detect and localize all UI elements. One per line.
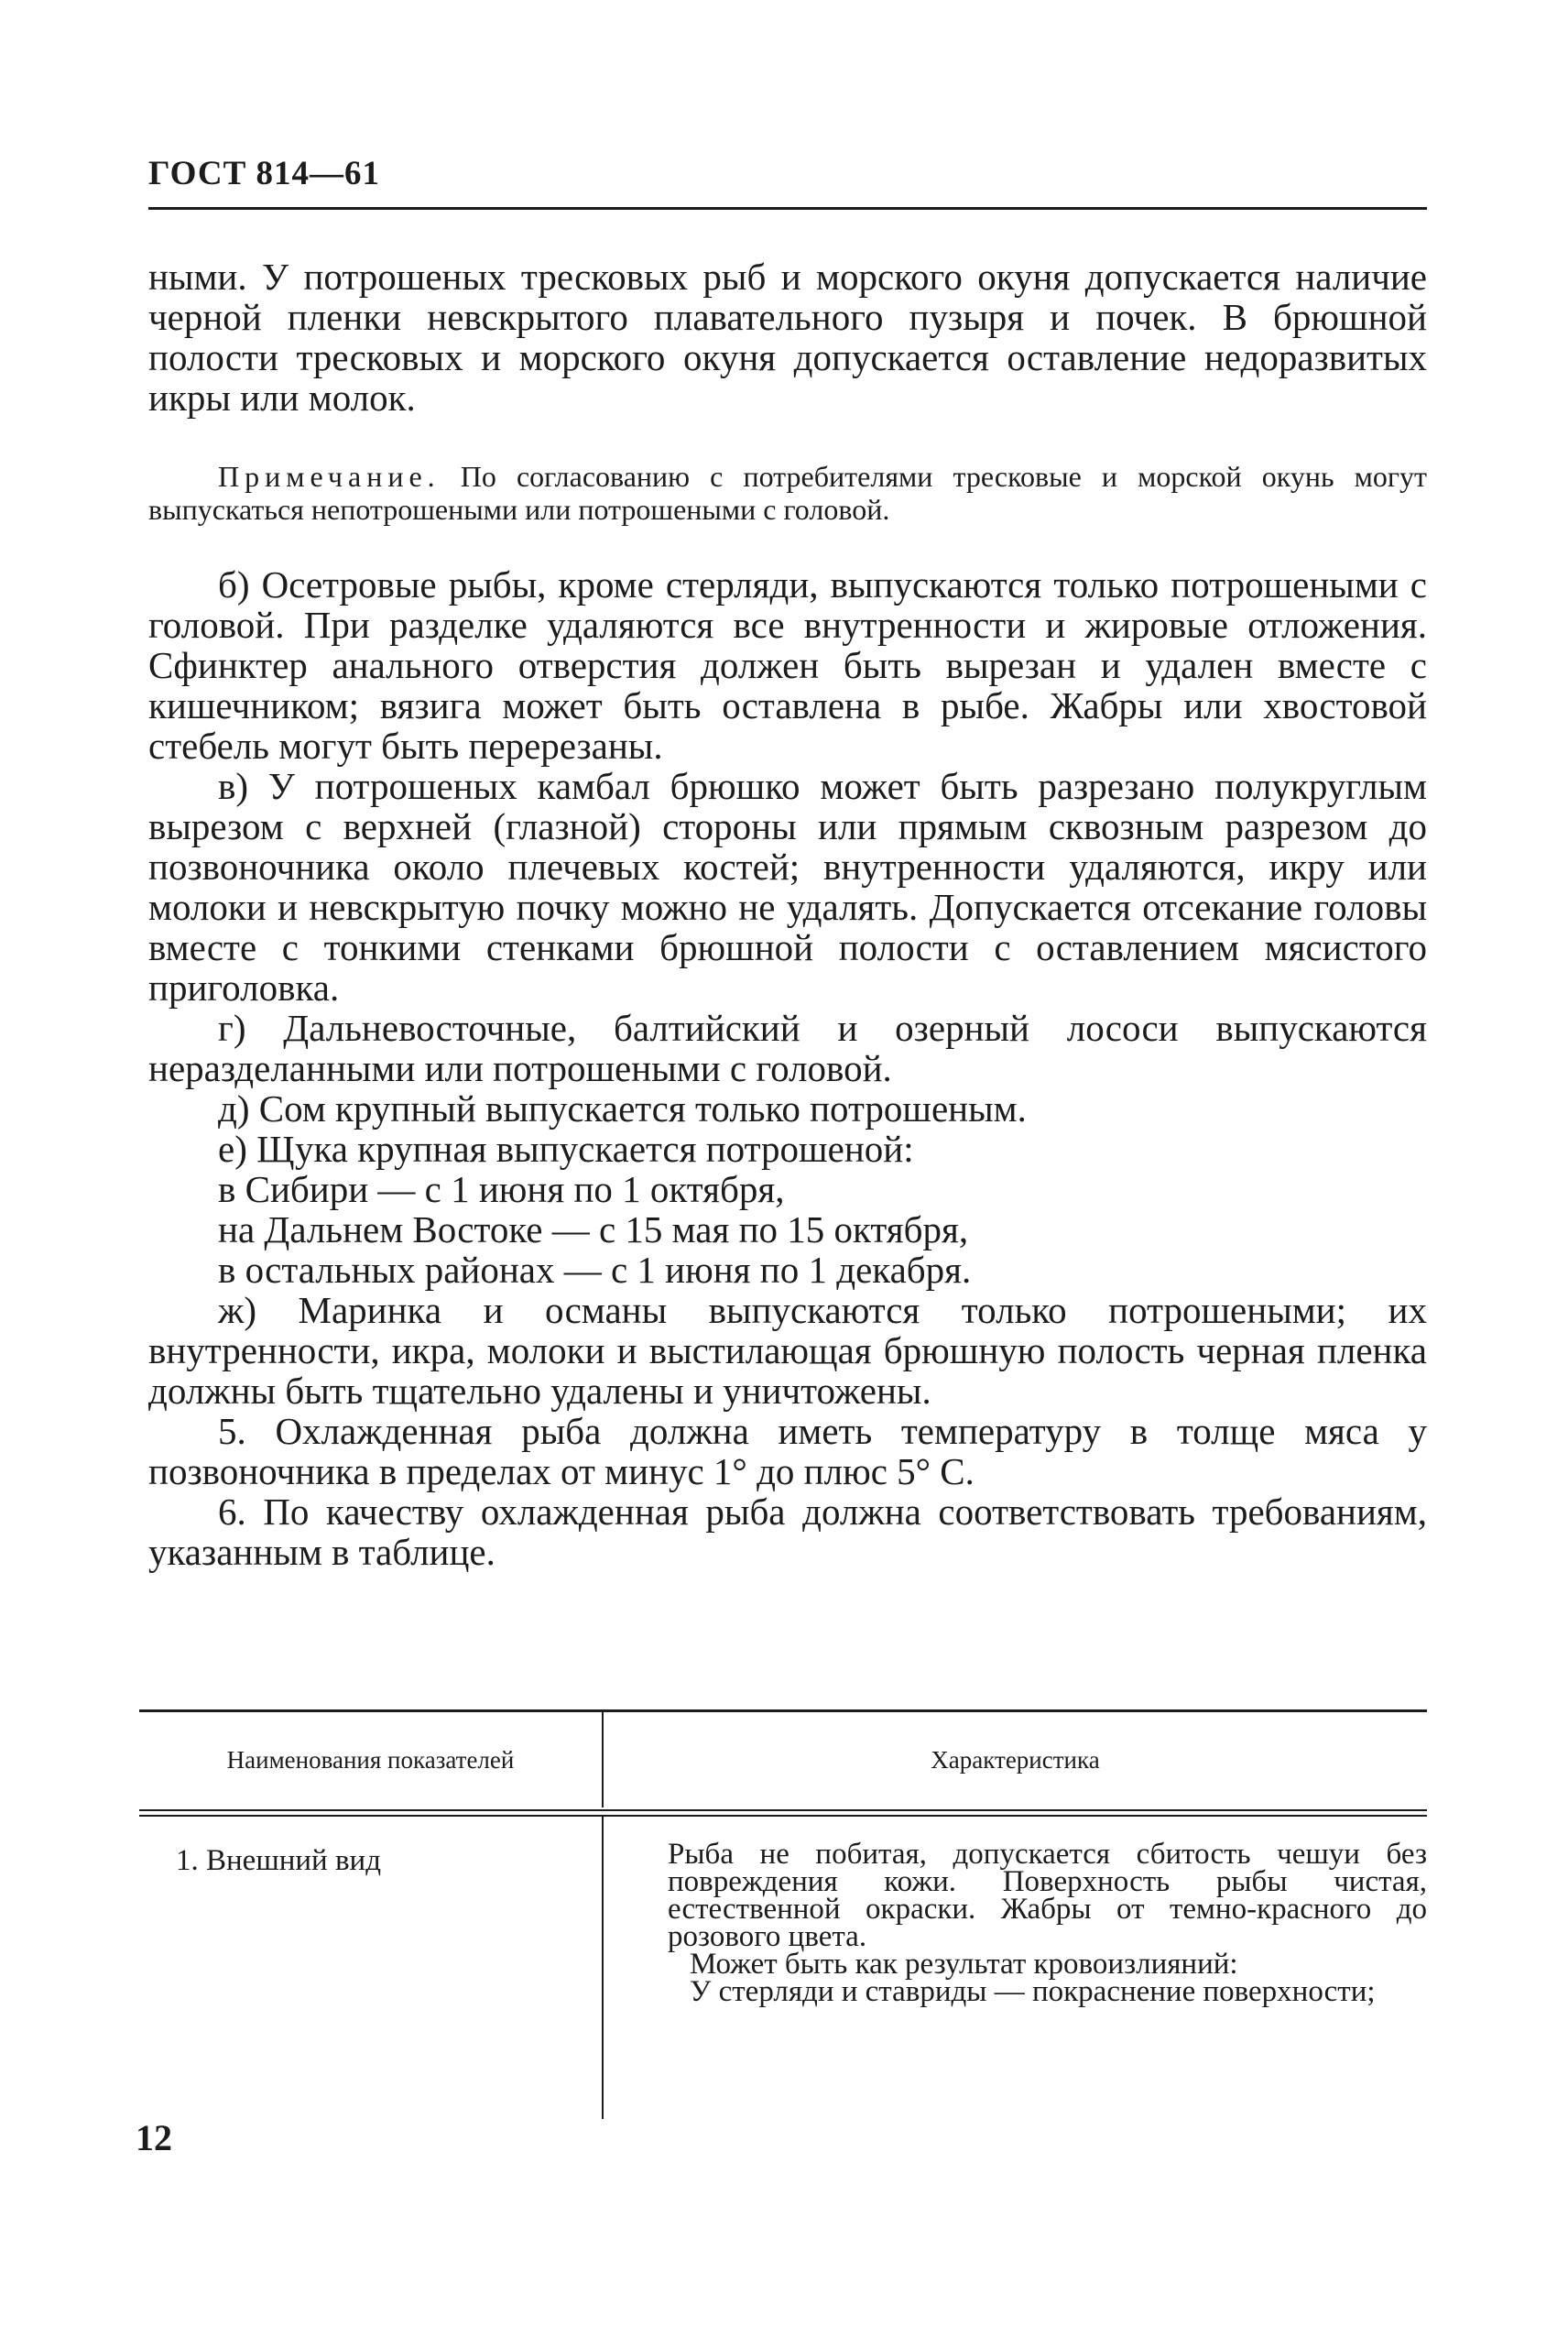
note-block [148,460,1427,526]
paragraph-b: б) Осетровые рыбы, кроме стерляди, выпускаются только потрошеными с головой. При разделке удаляются все внутренности и жировые отложения. Сфинктер анального отверстия должен быть вырезан и удален вместе с кишечником; вязига может быть оставлена в рыбе. Жабры или хвостовой стебель могут быть перерезаны. [148,563,1427,767]
table-header-row [139,1712,1427,1807]
quality-table [139,1709,1427,2119]
paragraph-6: 6. По качеству охлажденная рыба должна соответствовать требованиям, указанным в таблице. [148,1491,1427,1573]
page-number: 12 [136,2117,172,2158]
paragraph-g: г) Дальневосточные, балтийский и озерный лососи выпускаются неразделанными или потрошеными с головой. [148,1007,1427,1089]
paragraph-zh: ж) Маринка и османы выпускаются только потрошеными; их внутренности, икра, молоки и выстилающая брюшную полость черная пленка должны быть тщательно удалены и уничтожены. [148,1289,1427,1412]
paragraph-e-other: в остальных районах — с 1 июня по 1 декабря. [218,1249,972,1291]
note-text: По согласованию с потребителями тресковые и морской окунь могут выпускаться непотрошеными или потрошеными с головой. [148,460,1428,526]
paragraph-e-siberia: в Сибири — с 1 июня по 1 октября, [218,1168,785,1210]
table-cell-indicator: 1. Внешний вид [176,1844,381,1877]
table-header-double-rule [139,1809,1427,1817]
document-body [148,257,1427,1572]
table-cell-text: Рыба не побитая, допускается сбитость чешуи без повреждения кожи. Поверхность рыбы чистая, естественной окраски. Жабры от темно-красного до розового цвета. [668,1838,1427,1953]
table-header-characteristic: Характеристика [602,1712,1427,1807]
paragraph-d: д) Сом крупный выпускается только потрошеным. [218,1087,1027,1130]
note-label: Примечание. [218,460,441,493]
paragraph-e-far-east: на Дальнем Востоке — с 15 мая по 15 октября, [218,1208,969,1250]
paragraph-e: е) Щука крупная выпускается потрошеной: [218,1128,914,1170]
document-header-title: ГОСТ 814—61 [148,155,380,192]
paragraph-5: 5. Охлажденная рыба должна иметь температуру в толще мяса у позвоночника в пределах от минус 1° до плюс 5° С. [148,1410,1427,1492]
header-rule [148,207,1427,210]
table-row [139,1817,1427,2119]
table-cell-text: Может быть как результат кровоизлияний: [690,1948,1238,1981]
table-cell-characteristic [602,1817,1427,2119]
paragraph-v: в) У потрошеных камбал брюшко может быть разрезано полукруглым вырезом с верхней (глазной) стороны или прямым сквозным разрезом до позвоночника около плечевых костей; внутренности удаляются, икру или молоки и невскрытую почку можно не удалять. Допускается отсекание головы вместе с тонкими стенками брюшной полости с оставлением мясистого приголовка. [148,765,1427,1009]
table-header-indicator: Наименования показателей [226,1745,515,1774]
paragraph-continuation: ными. У потрошеных тресковых рыб и морского окуня допускается наличие черной пленки невскрытого плавательного пузыря и почек. В брюшной полости тресковых и морского окуня допускается оставление недоразвитых икры или молок. [148,256,1427,419]
table-cell-text: У стерляди и ставриды — покраснение поверхности; [690,1975,1376,2008]
